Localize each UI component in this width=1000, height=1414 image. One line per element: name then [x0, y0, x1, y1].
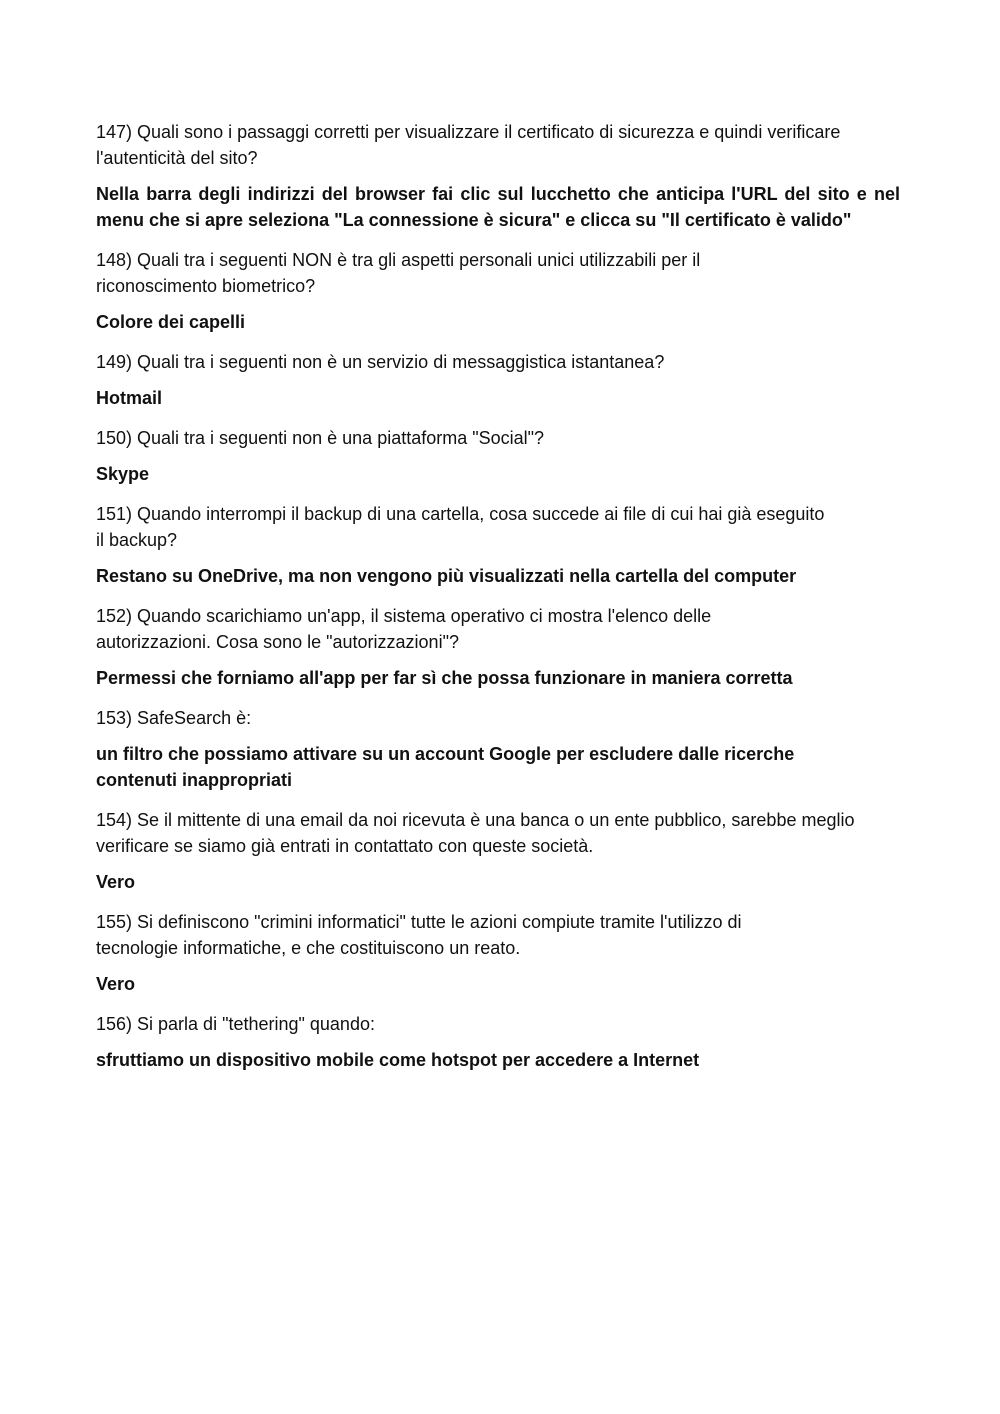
qa-item-149 [96, 349, 900, 411]
answer-text: Vero [96, 872, 136, 892]
answer-text: Restano su OneDrive, ma non vengono più visualizzati nella cartella del computer [96, 566, 797, 586]
document-page [96, 119, 900, 1087]
question-text: 156) Si parla di "tethering" quando: [96, 1014, 375, 1034]
answer-text: sfruttiamo un dispositivo mobile come hotspot per accedere a Internet [96, 1050, 700, 1070]
qa-item-156 [96, 1011, 900, 1073]
qa-item-151 [96, 501, 900, 589]
answer-text: Skype [96, 464, 150, 484]
question-text: 153) SafeSearch è: [96, 708, 252, 728]
qa-item-147 [96, 119, 900, 233]
question-text: 148) Quali tra i seguenti NON è tra gli aspetti personali unici utilizzabili per il riconoscimento biometrico? [96, 250, 701, 296]
question-text: 155) Si definiscono "crimini informatici" tutte le azioni compiute tramite l'utilizzo di tecnologie informatiche, e che costituiscono un reato. [96, 912, 742, 958]
qa-item-152 [96, 603, 900, 691]
question-text: 150) Quali tra i seguenti non è una piattaforma "Social"? [96, 428, 545, 448]
question-text: 149) Quali tra i seguenti non è un servizio di messaggistica istantanea? [96, 352, 665, 372]
qa-item-154 [96, 807, 900, 895]
answer-text: Colore dei capelli [96, 312, 246, 332]
question-text: 147) Quali sono i passaggi corretti per visualizzare il certificato di sicurezza e quindi verificare l'autenticità del sito? [96, 122, 841, 168]
qa-item-153 [96, 705, 900, 793]
qa-item-150 [96, 425, 900, 487]
answer-text: Vero [96, 974, 136, 994]
question-text: 152) Quando scarichiamo un'app, il sistema operativo ci mostra l'elenco delle autorizzazioni. Cosa sono le "autorizzazioni"? [96, 606, 712, 652]
answer-text: Permessi che forniamo all'app per far sì che possa funzionare in maniera corretta [96, 668, 793, 688]
question-text: 154) Se il mittente di una email da noi ricevuta è una banca o un ente pubblico, sarebbe meglio verificare se siamo già entrati in contattato con queste società. [96, 810, 855, 856]
qa-item-148 [96, 247, 900, 335]
qa-item-155 [96, 909, 900, 997]
question-text: 151) Quando interrompi il backup di una cartella, cosa succede ai file di cui hai già eseguito il backup? [96, 504, 825, 550]
answer-text: un filtro che possiamo attivare su un account Google per escludere dalle ricerche contenuti inappropriati [96, 744, 795, 790]
answer-text: Hotmail [96, 388, 163, 408]
answer-text: Nella barra degli indirizzi del browser fai clic sul lucchetto che anticipa l'URL del sito e nel menu che si apre seleziona "La connessione è sicura" e clicca su "Il certificato è valido" [96, 184, 900, 230]
